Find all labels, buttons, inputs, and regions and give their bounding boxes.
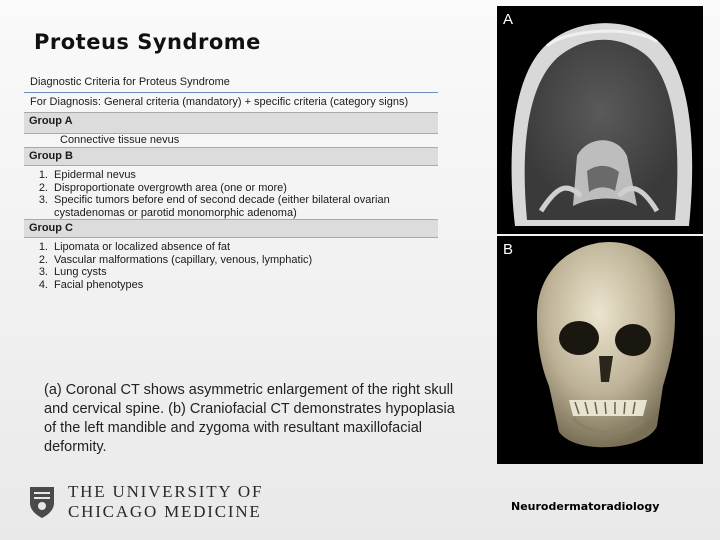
group-a-header: Group A	[24, 112, 438, 134]
panel-label-b: B	[503, 241, 514, 258]
group-b-header: Group B	[24, 147, 438, 166]
list-item: 2. Vascular malformations (capillary, venous, lymphatic)	[38, 253, 313, 266]
slide-title: Proteus Syndrome	[34, 30, 261, 54]
logo-line-2: CHICAGO MEDICINE	[68, 502, 262, 521]
logo-text	[68, 482, 263, 522]
list-item: 4. Facial phenotypes	[38, 278, 144, 291]
coronal-ct-image	[497, 6, 703, 234]
list-item: 3. Specific tumors before end of second decade (either bilateral ovarian cystadenomas or parotid monomorphic adenoma)	[38, 194, 390, 219]
list-item: 1. Epidermal nevus	[38, 169, 136, 181]
university-logo	[28, 482, 263, 522]
logo-line-1: THE UNIVERSITY OF	[68, 482, 264, 501]
coronal-skull-graphic	[497, 6, 703, 234]
group-a-item: Connective tissue nevus	[60, 134, 180, 146]
craniofacial-ct-image	[497, 236, 703, 464]
university-shield-icon	[28, 485, 56, 519]
group-c-list	[24, 238, 438, 291]
list-item: 3. Lung cysts	[38, 266, 107, 278]
department-credit: Neurodermatoradiology	[511, 500, 660, 513]
criteria-heading: Diagnostic Criteria for Proteus Syndrome	[24, 74, 438, 93]
list-item: 2. Disproportionate overgrowth area (one or more)	[38, 181, 287, 194]
3d-skull-graphic	[497, 236, 703, 464]
group-c-header: Group C	[24, 219, 438, 238]
criteria-table	[24, 74, 438, 291]
figure-caption: (a) Coronal CT shows asymmetric enlargement of the right skull and cervical spine. (b) Craniofacial CT demonstrates hypoplasia of the left mandible and zygoma with resultant maxillofacial deformity.	[44, 382, 455, 455]
group-b-list	[24, 166, 438, 219]
diagnosis-rule: For Diagnosis: General criteria (mandatory) + specific criteria (category signs)	[30, 96, 409, 108]
list-item: 1. Lipomata or localized absence of fat	[38, 241, 231, 253]
panel-label-a: A	[503, 11, 514, 28]
